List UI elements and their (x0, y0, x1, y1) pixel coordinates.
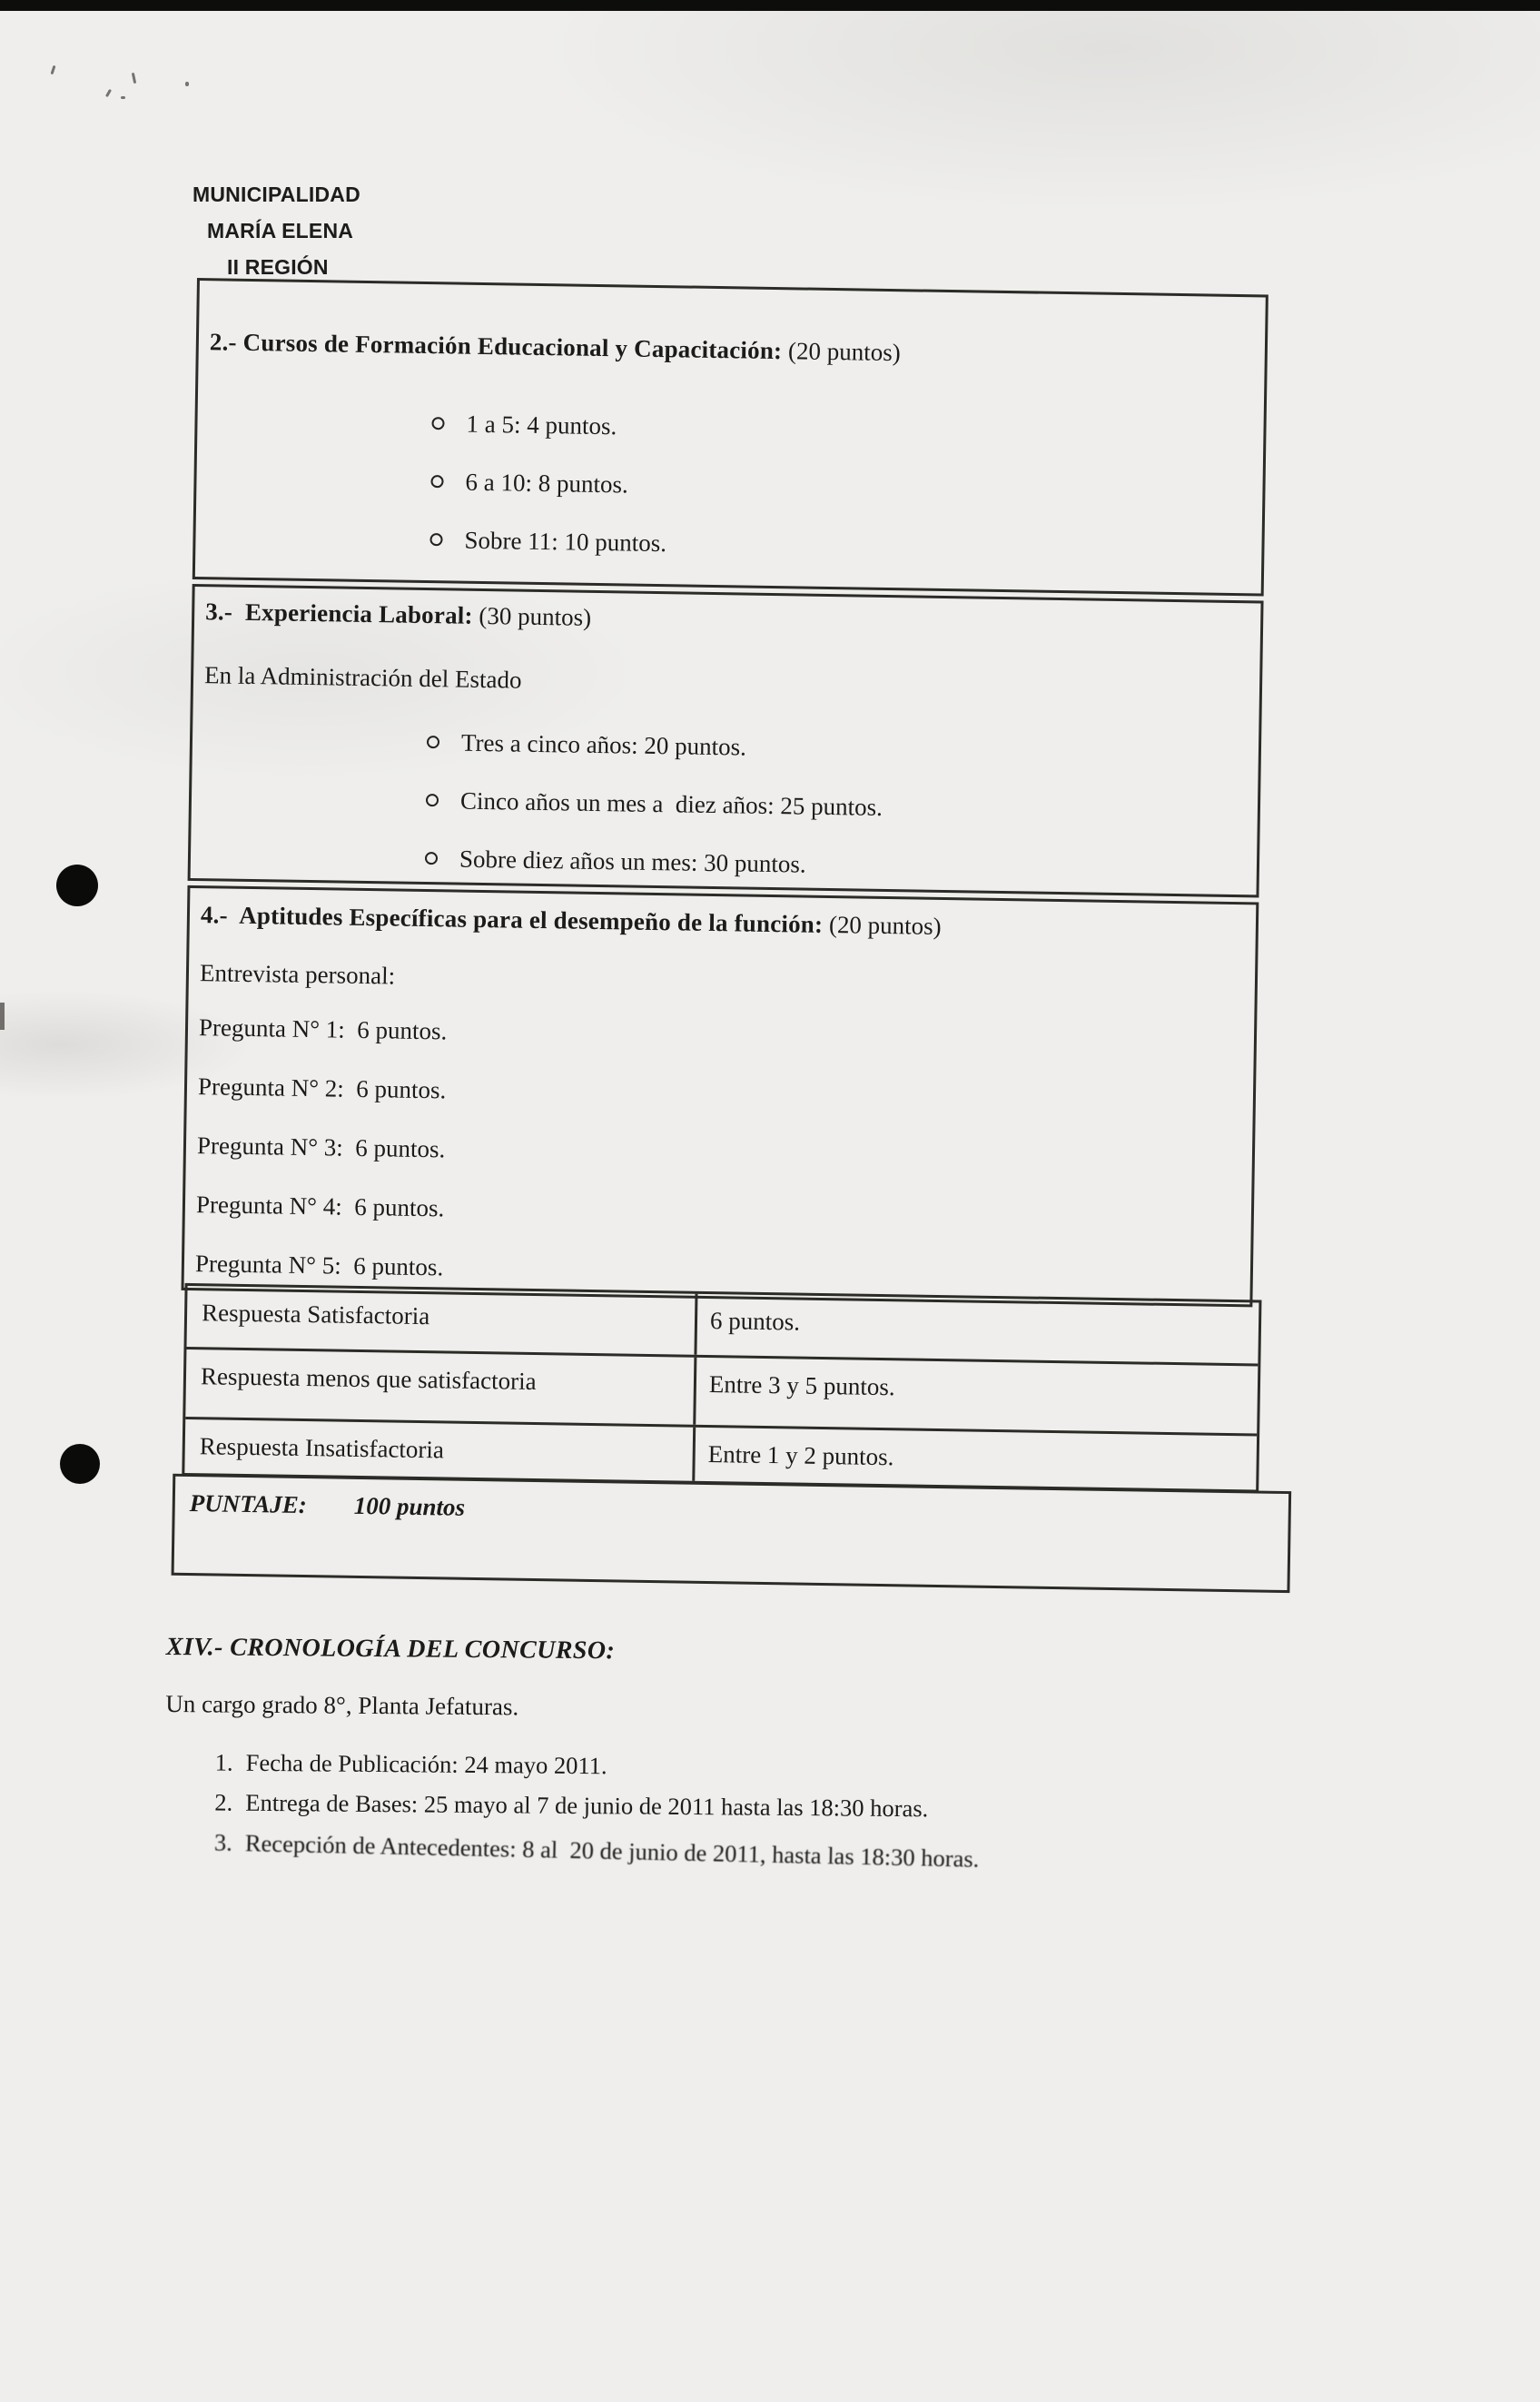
total-score-value: 100 puntos (353, 1491, 466, 1521)
bullet-item (429, 524, 1243, 568)
total-score-box (172, 1474, 1292, 1593)
scan-artifact-top-bar (0, 0, 1540, 11)
chronology-section (164, 1632, 1347, 1876)
question-line: Pregunta N° 4: 6 puntos. (195, 1191, 445, 1222)
open-circle-bullet-icon (426, 794, 439, 806)
question-line: Pregunta N° 1: 6 puntos. (198, 1013, 448, 1045)
section-title-points: (20 puntos) (822, 910, 942, 940)
question-line: Pregunta N° 3: 6 puntos. (196, 1132, 446, 1163)
question-line: Pregunta N° 5: 6 puntos. (194, 1250, 444, 1281)
open-circle-bullet-icon (425, 852, 438, 865)
item-number: 2. (214, 1788, 233, 1816)
points-cell: 6 puntos. (709, 1307, 801, 1336)
pen-mark (132, 73, 136, 84)
section-title-bold: 2.- Cursos de Formación Educacional y Capacitación: (209, 328, 783, 365)
section-title-points: (20 puntos) (782, 337, 901, 367)
item-text: Recepción de Antecedentes: 8 al 20 de junio de 2011, hasta las 18:30 horas. (244, 1829, 980, 1873)
letterhead-line-2: MARÍA ELENA (207, 219, 354, 242)
section-intro: Entrevista personal: (199, 959, 396, 990)
bullet-item (431, 408, 1245, 451)
pen-mark (121, 96, 125, 99)
chronology-subheading: Un cargo grado 8°, Planta Jefaturas. (165, 1689, 519, 1721)
section-title (201, 899, 1238, 946)
hole-punch-mark-top (56, 865, 98, 906)
bullet-text: Cinco años un mes a diez años: 25 puntos. (459, 786, 884, 821)
letterhead (192, 176, 360, 285)
section-title-bold: 4.- Aptitudes Específicas para el desempeño de la función: (200, 901, 824, 938)
letterhead-line-3: II REGIÓN (227, 255, 329, 279)
scan-edge-mark (0, 1003, 5, 1030)
item-text: Fecha de Publicación: 24 mayo 2011. (245, 1748, 607, 1780)
pen-mark (105, 89, 112, 97)
chronology-item (214, 1786, 1345, 1827)
bullet-item (430, 466, 1244, 509)
bullet-list (202, 723, 1240, 886)
pen-mark (185, 82, 189, 86)
item-number: 1. (214, 1748, 233, 1776)
question-line: Pregunta N° 2: 6 puntos. (197, 1072, 447, 1104)
answer-type-cell: Respuesta menos que satisfactoria (185, 1349, 696, 1425)
open-circle-bullet-icon (429, 533, 442, 546)
section-title (205, 596, 1242, 643)
chronology-list (164, 1746, 1346, 1873)
section-title (210, 326, 1247, 373)
chronology-item (215, 1746, 1346, 1787)
bullet-item (425, 843, 1239, 886)
pen-mark (51, 65, 56, 74)
section-title-bold: 3.- Experiencia Laboral: (204, 598, 473, 629)
bullet-text: 6 a 10: 8 puntos. (465, 468, 628, 499)
chronology-heading: XIV.- CRONOLOGÍA DEL CONCURSO: (165, 1633, 616, 1666)
chronology-item (214, 1826, 1345, 1882)
bullet-text: 1 a 5: 4 puntos. (466, 410, 617, 440)
bullet-text: Tres a cinco años: 20 puntos. (460, 728, 747, 761)
bullet-item (427, 727, 1240, 770)
open-circle-bullet-icon (431, 417, 444, 430)
item-text: Entrega de Bases: 25 mayo al 7 de junio de 2011 hasta las 18:30 horas. (245, 1788, 929, 1823)
answer-type-cell: Respuesta Insatisfactoria (184, 1419, 696, 1481)
section-title-points: (30 puntos) (472, 601, 592, 631)
letterhead-line-1: MUNICIPALIDAD (192, 183, 360, 206)
item-number: 3. (213, 1828, 233, 1856)
question-lines (195, 1012, 1236, 1295)
points-cell: Entre 1 y 2 puntos. (707, 1440, 894, 1471)
bullet-list (206, 404, 1245, 568)
points-cell: Entre 3 y 5 puntos. (708, 1370, 895, 1401)
answer-type-cell: Respuesta Satisfactoria (187, 1286, 698, 1355)
section-cursos-formacion (192, 278, 1269, 596)
hole-punch-mark-bottom (60, 1444, 100, 1484)
open-circle-bullet-icon (427, 736, 439, 748)
answer-score-table (182, 1283, 1261, 1493)
section-experiencia-laboral (188, 584, 1264, 897)
evaluation-criteria-body (189, 278, 1269, 1521)
bullet-text: Sobre 11: 10 puntos. (464, 526, 667, 558)
bullet-item (426, 785, 1239, 828)
bullet-text: Sobre diez años un mes: 30 puntos. (459, 845, 806, 878)
section-aptitudes-especificas (181, 885, 1259, 1307)
open-circle-bullet-icon (430, 475, 443, 488)
section-intro: En la Administración del Estado (203, 661, 522, 694)
total-score-label: PUNTAJE: (189, 1489, 308, 1519)
